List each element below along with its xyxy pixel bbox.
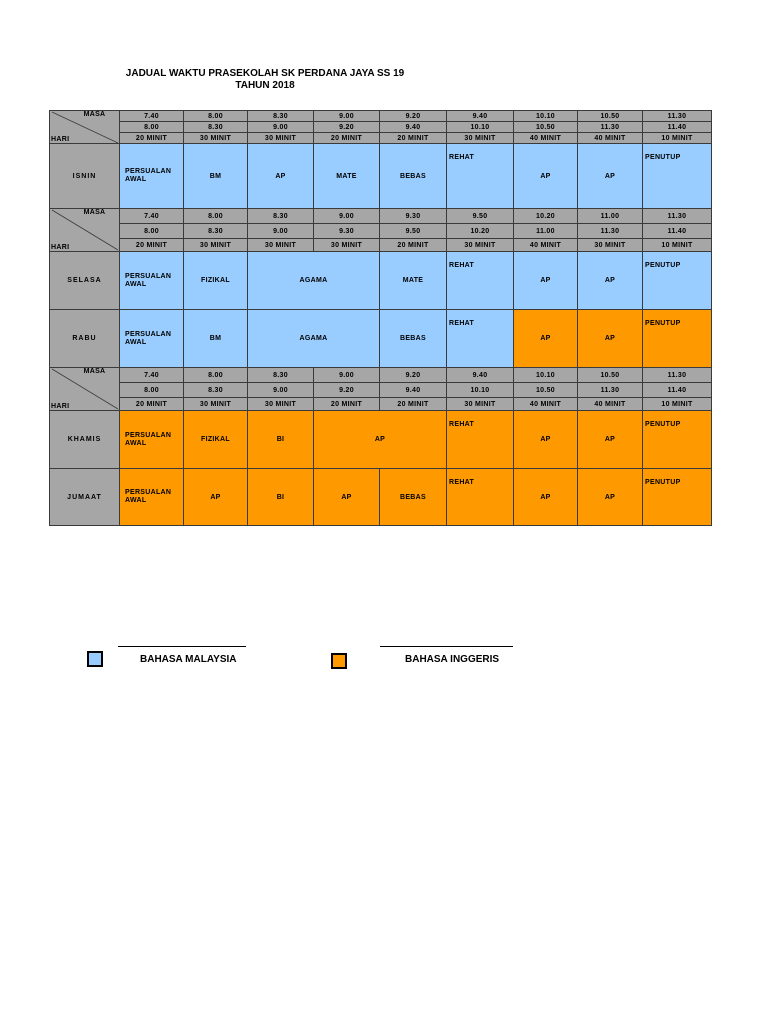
start-time: 10.10 [514, 111, 578, 122]
slot: BEBAS [380, 310, 447, 368]
end-time: 9.40 [380, 122, 447, 133]
end-time: 9.20 [314, 122, 380, 133]
duration: 40 MINIT [578, 133, 643, 144]
slot: PERSUALAN AWAL [120, 144, 184, 209]
slot: BEBAS [380, 469, 447, 526]
start-time: 9.50 [447, 209, 514, 224]
end-time: 8.30 [184, 224, 248, 239]
slot: AP [248, 144, 314, 209]
end-time: 9.30 [314, 224, 380, 239]
slot: AP [514, 469, 578, 526]
masa-label: MASA [83, 368, 106, 375]
start-time: 8.30 [248, 111, 314, 122]
duration: 30 MINIT [248, 398, 314, 411]
masa-label: MASA [83, 209, 106, 216]
header-row-end [50, 383, 712, 398]
end-time: 9.00 [248, 224, 314, 239]
duration: 30 MINIT [248, 133, 314, 144]
start-time: 9.20 [380, 111, 447, 122]
slot: FIZIKAL [184, 252, 248, 310]
day-label-rabu: RABU [50, 310, 120, 368]
end-time: 8.00 [120, 383, 184, 398]
duration: 30 MINIT [314, 239, 380, 252]
slot-rehat: REHAT [447, 144, 514, 209]
duration: 20 MINIT [314, 133, 380, 144]
duration: 20 MINIT [120, 398, 184, 411]
duration: 30 MINIT [248, 239, 314, 252]
slot: AP [578, 310, 643, 368]
duration: 10 MINIT [643, 398, 712, 411]
duration: 30 MINIT [447, 239, 514, 252]
slot-penutup: PENUTUP [643, 469, 712, 526]
start-time: 8.30 [248, 209, 314, 224]
end-time: 11.30 [578, 224, 643, 239]
end-time: 11.40 [643, 122, 712, 133]
header-row-duration [50, 133, 712, 144]
start-time: 7.40 [120, 111, 184, 122]
slot: AP [514, 411, 578, 469]
day-row-jumaat [50, 469, 712, 526]
day-label-jumaat: JUMAAT [50, 469, 120, 526]
header-row-start [50, 111, 712, 122]
slot: AP [314, 411, 447, 469]
start-time: 10.50 [578, 368, 643, 383]
start-time: 9.40 [447, 368, 514, 383]
duration: 40 MINIT [514, 239, 578, 252]
slot: AP [578, 252, 643, 310]
duration: 40 MINIT [578, 398, 643, 411]
slot: AP [578, 144, 643, 209]
start-time: 11.30 [643, 368, 712, 383]
start-time: 9.30 [380, 209, 447, 224]
hari-label: HARI [51, 403, 70, 410]
duration: 30 MINIT [447, 398, 514, 411]
slot: BM [184, 310, 248, 368]
title-line-2: TAHUN 2018 [235, 80, 295, 91]
end-time: 10.50 [514, 383, 578, 398]
hari-label: HARI [51, 244, 70, 251]
legend-bm-swatch [87, 651, 103, 667]
duration: 20 MINIT [120, 239, 184, 252]
slot: FIZIKAL [184, 411, 248, 469]
duration: 30 MINIT [184, 398, 248, 411]
end-time: 10.50 [514, 122, 578, 133]
duration: 20 MINIT [120, 133, 184, 144]
header-row-duration [50, 239, 712, 252]
duration: 20 MINIT [314, 398, 380, 411]
start-time: 8.00 [184, 209, 248, 224]
slot: AP [578, 411, 643, 469]
end-time: 9.40 [380, 383, 447, 398]
slot: AP [184, 469, 248, 526]
day-label-isnin: ISNIN [50, 144, 120, 209]
timetable [49, 110, 712, 526]
slot: PERSUALAN AWAL [120, 310, 184, 368]
day-row-khamis [50, 411, 712, 469]
masa-hari-header [50, 209, 120, 252]
end-time: 10.10 [447, 383, 514, 398]
slot-agama: AGAMA [248, 310, 380, 368]
legend-bm-underline [118, 646, 246, 647]
duration: 10 MINIT [643, 133, 712, 144]
slot-rehat: REHAT [447, 469, 514, 526]
legend-bi-underline [380, 646, 513, 647]
header-row-start [50, 209, 712, 224]
start-time: 9.00 [314, 111, 380, 122]
day-label-selasa: SELASA [50, 252, 120, 310]
hari-label: HARI [51, 136, 70, 143]
end-time: 8.00 [120, 224, 184, 239]
slot: AP [514, 252, 578, 310]
start-time: 8.00 [184, 368, 248, 383]
slot-penutup: PENUTUP [643, 411, 712, 469]
end-time: 9.20 [314, 383, 380, 398]
start-time: 11.00 [578, 209, 643, 224]
slot-penutup: PENUTUP [643, 144, 712, 209]
end-time: 8.00 [120, 122, 184, 133]
end-time: 9.00 [248, 122, 314, 133]
end-time: 11.40 [643, 383, 712, 398]
duration: 40 MINIT [514, 398, 578, 411]
day-row-isnin [50, 144, 712, 209]
timetable-title [100, 68, 430, 92]
slot: BI [248, 411, 314, 469]
start-time: 11.30 [643, 111, 712, 122]
start-time: 8.00 [184, 111, 248, 122]
end-time: 9.50 [380, 224, 447, 239]
slot-rehat: REHAT [447, 310, 514, 368]
slot-rehat: REHAT [447, 411, 514, 469]
slot: PERSUALAN AWAL [120, 411, 184, 469]
slot: AP [314, 469, 380, 526]
start-time: 7.40 [120, 368, 184, 383]
duration: 20 MINIT [380, 239, 447, 252]
day-label-khamis: KHAMIS [50, 411, 120, 469]
header-row-start [50, 368, 712, 383]
start-time: 7.40 [120, 209, 184, 224]
slot-rehat: REHAT [447, 252, 514, 310]
slot: AP [514, 310, 578, 368]
masa-label: MASA [83, 111, 106, 118]
duration: 30 MINIT [184, 239, 248, 252]
legend-bi-label: BAHASA INGGERIS [405, 654, 500, 665]
start-time: 10.10 [514, 368, 578, 383]
start-time: 8.30 [248, 368, 314, 383]
slot-agama: AGAMA [248, 252, 380, 310]
header-row-end [50, 122, 712, 133]
start-time: 9.20 [380, 368, 447, 383]
end-time: 10.20 [447, 224, 514, 239]
start-time: 9.40 [447, 111, 514, 122]
slot: BI [248, 469, 314, 526]
end-time: 11.40 [643, 224, 712, 239]
day-row-selasa [50, 252, 712, 310]
duration: 20 MINIT [380, 398, 447, 411]
slot: PERSUALAN AWAL [120, 252, 184, 310]
duration: 30 MINIT [578, 239, 643, 252]
header-row-end [50, 224, 712, 239]
end-time: 11.30 [578, 383, 643, 398]
start-time: 9.00 [314, 209, 380, 224]
slot: AP [514, 144, 578, 209]
title-line-1: JADUAL WAKTU PRASEKOLAH SK PERDANA JAYA SS 19 [125, 68, 405, 79]
legend-bm-label: BAHASA MALAYSIA [140, 654, 237, 665]
start-time: 9.00 [314, 368, 380, 383]
end-time: 11.00 [514, 224, 578, 239]
day-row-rabu [50, 310, 712, 368]
duration: 40 MINIT [514, 133, 578, 144]
slot: BEBAS [380, 144, 447, 209]
header-row-duration [50, 398, 712, 411]
masa-hari-header [50, 368, 120, 411]
end-time: 10.10 [447, 122, 514, 133]
start-time: 10.50 [578, 111, 643, 122]
end-time: 11.30 [578, 122, 643, 133]
slot: MATE [314, 144, 380, 209]
start-time: 10.20 [514, 209, 578, 224]
slot: BM [184, 144, 248, 209]
slot-penutup: PENUTUP [643, 310, 712, 368]
slot-penutup: PENUTUP [643, 252, 712, 310]
slot: AP [578, 469, 643, 526]
masa-hari-header [50, 111, 120, 144]
end-time: 8.30 [184, 383, 248, 398]
duration: 20 MINIT [380, 133, 447, 144]
legend-bi-swatch [331, 653, 347, 669]
slot: MATE [380, 252, 447, 310]
slot: PERSUALAN AWAL [120, 469, 184, 526]
start-time: 11.30 [643, 209, 712, 224]
duration: 30 MINIT [447, 133, 514, 144]
duration: 30 MINIT [184, 133, 248, 144]
end-time: 9.00 [248, 383, 314, 398]
duration: 10 MINIT [643, 239, 712, 252]
end-time: 8.30 [184, 122, 248, 133]
